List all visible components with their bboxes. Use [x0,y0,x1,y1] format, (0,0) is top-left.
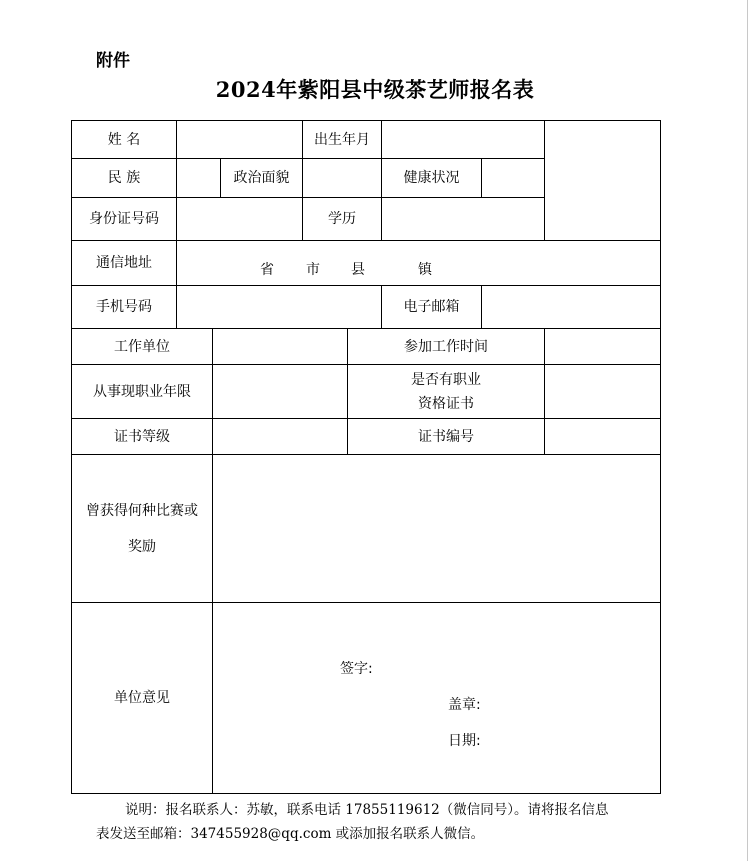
birth-label-cell [302,120,382,159]
phone-label-cell [71,285,177,329]
has-cert-label-line2: 资格证书 [418,395,474,412]
has-cert-input-cell[interactable] [544,364,661,419]
photo-cell [544,120,661,241]
employer-label-cell [71,328,213,365]
has-cert-label-cell [347,364,545,419]
phone-label: 手机号码 [96,299,152,315]
health-label-cell [381,158,482,198]
ethnicity-label-cell [71,158,177,198]
unit-opinion-label: 单位意见 [114,690,170,706]
address-label-cell [71,240,177,286]
political-input-cell[interactable] [302,158,382,198]
employer-input-cell[interactable] [212,328,348,365]
education-label-cell [302,197,382,241]
health-input-cell[interactable] [481,158,545,198]
cert-level-label: 证书等级 [114,428,170,445]
cert-level-input-cell[interactable] [212,418,348,455]
unit-opinion-input-cell[interactable] [212,602,661,794]
awards-label-line1: 曾获得何种比赛或 [86,502,198,519]
cert-number-input-cell[interactable] [544,418,661,455]
cert-level-label-cell [71,418,213,455]
political-label: 政治面貌 [233,170,290,186]
cert-number-label: 证书编号 [418,428,474,445]
ethnicity-label: 民 族 [107,170,141,186]
email-label-cell [381,285,482,329]
address-city-label: 市 [306,262,320,278]
work-start-input-cell[interactable] [544,328,661,365]
email-label: 电子邮箱 [403,299,460,315]
has-cert-label-line1: 是否有职业 [411,371,481,388]
employer-label: 工作单位 [114,338,170,355]
attachment-label: 附件 [96,51,130,71]
education-label: 学历 [328,211,356,227]
id-number-input-cell[interactable] [176,197,303,241]
awards-label-line2: 奖励 [128,538,156,555]
birth-label: 出生年月 [314,131,370,148]
awards-label-cell [71,454,213,603]
work-start-label-cell [347,328,545,365]
name-label: 姓 名 [107,131,141,148]
political-label-cell [220,158,303,198]
unit-opinion-label-cell [71,602,213,794]
ethnicity-input-cell[interactable] [176,158,221,198]
address-province-label: 省 [260,262,274,278]
seal-label: 盖章: [448,697,481,713]
phone-input-cell[interactable] [176,285,382,329]
address-label: 通信地址 [96,255,152,271]
name-label-cell [71,120,177,159]
footer-note-line2: 表发送至邮箱：347455928@qq.com 或添加报名联系人微信。 [96,826,485,842]
name-input-cell[interactable] [176,120,303,159]
address-town-label: 镇 [418,262,432,278]
address-county-label: 县 [351,262,365,278]
id-number-label-cell [71,197,177,241]
awards-input-cell[interactable] [212,454,661,603]
birth-input-cell[interactable] [381,120,545,159]
footer-note-line1: 说明：报名联系人：苏敏，联系电话 17855119612（微信同号）。请将报名信息 [125,802,609,818]
cert-number-label-cell [347,418,545,455]
form-title: 2024年紫阳县中级茶艺师报名表 [215,77,535,102]
years-label-cell [71,364,213,419]
work-start-label: 参加工作时间 [404,338,488,355]
date-label: 日期: [448,733,481,749]
education-input-cell[interactable] [381,197,545,241]
years-label: 从事现职业年限 [93,383,191,400]
id-number-label: 身份证号码 [89,211,159,227]
signature-label: 签字: [340,661,373,677]
page-edge-line [747,0,748,861]
health-label: 健康状况 [403,170,460,186]
email-input-cell[interactable] [481,285,661,329]
years-input-cell[interactable] [212,364,348,419]
